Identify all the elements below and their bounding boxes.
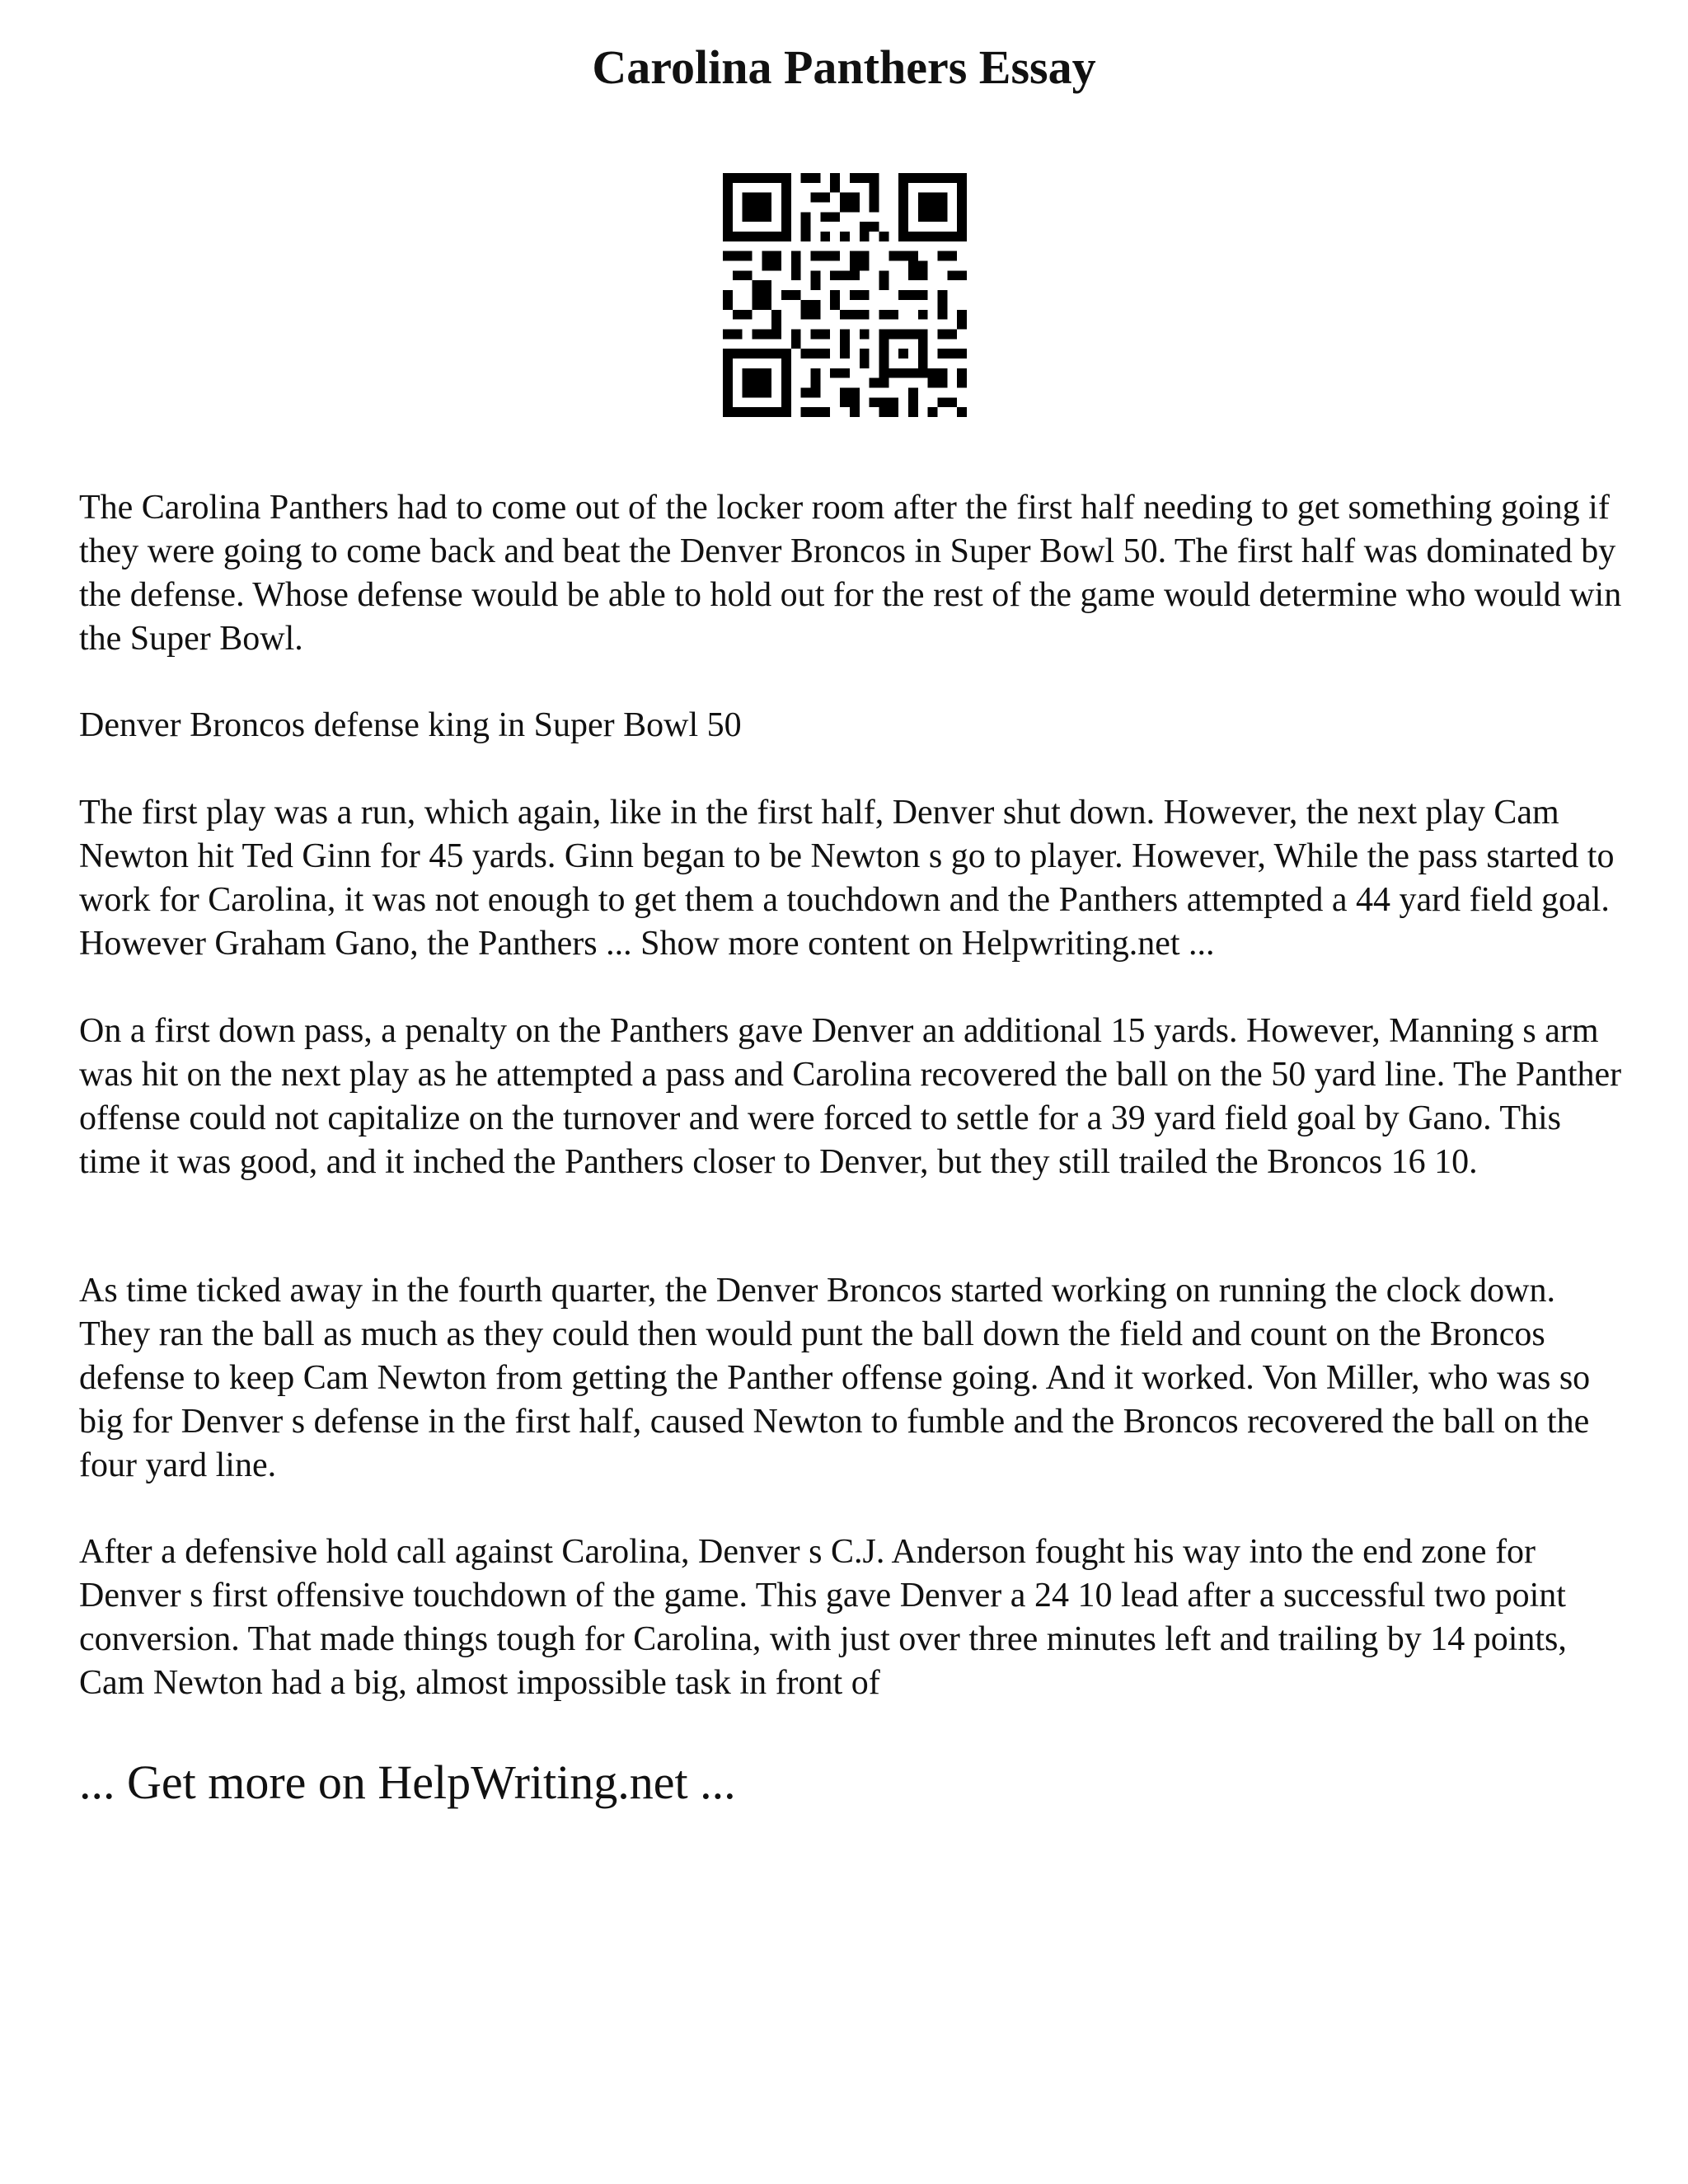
paragraph-defensive-hold: After a defensive hold call against Carolina, Denver s C.J. Anderson fought his way into the end zone for Denver s first offensive touchdown of the game. This gave Denver a 24 10 lead after a successful two point conversion. That made things tough for Carolina, with just over three minutes left and trailing by 14 points, Cam Newton had a big, almost impossible task in front of [79,1533,1567,1702]
qr-code-icon [723,173,967,417]
get-more-link[interactable]: ... Get more on HelpWriting.net ... [79,1755,736,1809]
paragraph-fourth-quarter: As time ticked away in the fourth quarter, the Denver Broncos started working on running the clock down. They ran the ball as much as they could then would punt the ball down the field and count on the Broncos defense to keep Cam Newton from getting the Panther offense going. And it worked. Von Miller, who was so big for Denver s defense in the first half, caused Newton to fumble and the Broncos recovered the ball on the four yard line. [79,1272,1591,1484]
paragraph-intro: The Carolina Panthers had to come out of the locker room after the first half needing to get something going if they were going to come back and beat the Denver Broncos in Super Bowl 50. The first half was dominated by the defense. Whose defense would be able to hold out for the rest of the game would determine who would win the Super Bowl. [79,489,1622,658]
page-title: Carolina Panthers Essay [592,40,1096,94]
paragraph-first-play: The first play was a run, which again, like in the first half, Denver shut down. However, the next play Cam Newton hit Ted Ginn for 45 yards. Ginn began to be Newton s go to player. However, While the pass started to work for Carolina, it was not enough to get them a touchdown and the Panthers attempted a 44 yard field goal. However Graham Gano, the Panthers ... Show more content on Helpwriting.net ... [79,794,1615,963]
paragraph-first-down: On a first down pass, a penalty on the Panthers gave Denver an additional 15 yards. However, Manning s arm was hit on the next play as he attempted a pass and Carolina recovered the ball on the 50 yard line. The Panther offense could not capitalize on the turnover and were forced to settle for a 39 yard field goal by Gano. This time it was good, and it inched the Panthers closer to Denver, but they still trailed the Broncos 16 10. [79,1012,1622,1181]
section-heading: Denver Broncos defense king in Super Bowl 50 [79,706,742,744]
